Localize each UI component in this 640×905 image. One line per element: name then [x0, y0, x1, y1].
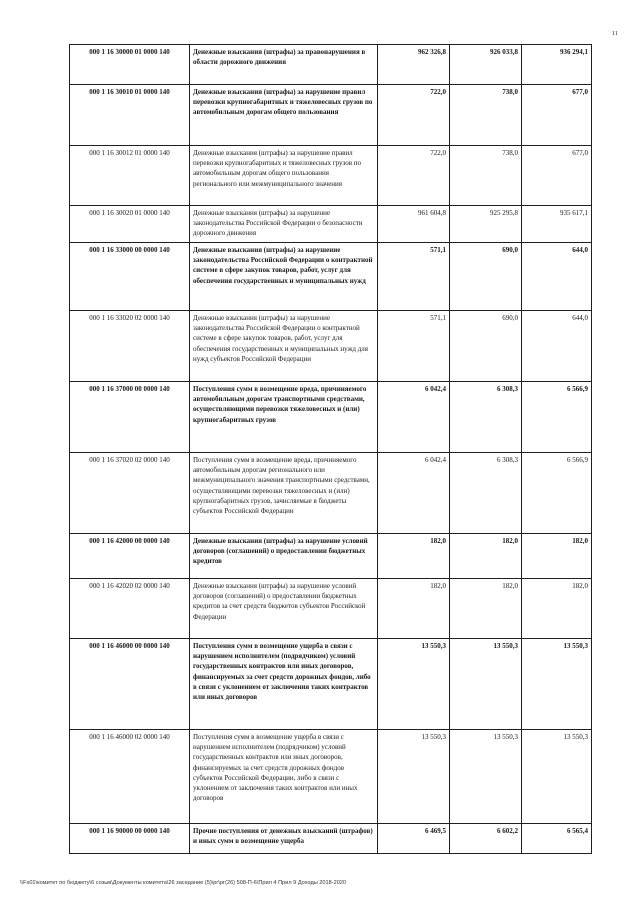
amount-year-2: 925 295,8	[450, 206, 522, 243]
amount-year-1: 6 469,5	[378, 824, 450, 854]
table-row	[70, 206, 592, 243]
budget-code: 000 1 16 37000 00 0000 140	[70, 382, 190, 453]
table-row	[70, 45, 592, 85]
table-row	[70, 730, 592, 824]
amount-year-3: 677,0	[522, 146, 592, 206]
amount-year-2: 13 550,3	[450, 639, 522, 730]
budget-code: 000 1 16 33000 00 0000 140	[70, 243, 190, 311]
amount-year-3: 182,0	[522, 579, 592, 639]
amount-year-2: 690,0	[450, 311, 522, 382]
amount-year-2: 738,0	[450, 146, 522, 206]
amount-year-1: 571,1	[378, 311, 450, 382]
budget-code: 000 1 16 30010 01 0000 140	[70, 85, 190, 146]
budget-code: 000 1 16 30012 01 0000 140	[70, 146, 190, 206]
amount-year-3: 677,0	[522, 85, 592, 146]
amount-year-1: 722,0	[378, 85, 450, 146]
budget-item-name: Денежные взыскания (штрафы) за нарушение законодательства Российской Федерации о безопасности дорожного движения	[190, 206, 378, 243]
page-number: 11	[611, 30, 618, 37]
table-row	[70, 639, 592, 730]
amount-year-1: 6 042,4	[378, 453, 450, 534]
budget-item-name: Денежные взыскания (штрафы) за нарушение условий договоров (соглашений) о предоставлении бюджетных кредитов	[190, 534, 378, 579]
amount-year-2: 13 550,3	[450, 730, 522, 824]
amount-year-2: 6 308,3	[450, 382, 522, 453]
amount-year-3: 6 566,9	[522, 382, 592, 453]
budget-item-name: Поступления сумм в возмещение вреда, причиняемого автомобильным дорогам регионального или межмуниципального значения транспортными средствами, осуществляющими перевозки тяжеловесных и (или) крупногабаритных грузов, зачисляемые в бюджеты субъектов Российской Федерации	[190, 453, 378, 534]
amount-year-2: 182,0	[450, 579, 522, 639]
budget-item-name: Поступления сумм в возмещение ущерба в связи с нарушением исполнителем (подрядчиком) условий государственных контрактов или иных договоров, финансируемых за счет средств дорожных фондов, либо в связи с уклонением от заключения таких контрактов или иных договоров	[190, 639, 378, 730]
budget-code: 000 1 16 90000 00 0000 140	[70, 824, 190, 854]
table-row	[70, 382, 592, 453]
table-row	[70, 85, 592, 146]
amount-year-2: 738,0	[450, 85, 522, 146]
budget-code: 000 1 16 37020 02 0000 140	[70, 453, 190, 534]
amount-year-3: 644,0	[522, 311, 592, 382]
budget-item-name: Денежные взыскания (штрафы) за нарушение правил перевозки крупногабаритных и тяжеловесных грузов по автомобильным дорогам общего пользования	[190, 85, 378, 146]
amount-year-1: 722,0	[378, 146, 450, 206]
amount-year-3: 6 565,4	[522, 824, 592, 854]
budget-item-name: Поступления сумм в возмещение ущерба в связи с нарушением исполнителем (подрядчиком) условий государственных контрактов или иных договоров, финансируемых за счет средств дорожных фондов субъектов Российской Федерации, либо в связи с уклонением от заключения таких контрактов или иных договоров	[190, 730, 378, 824]
table-row	[70, 534, 592, 579]
amount-year-2: 182,0	[450, 534, 522, 579]
table-row	[70, 453, 592, 534]
budget-code: 000 1 16 30020 01 0000 140	[70, 206, 190, 243]
budget-code: 000 1 16 33020 02 0000 140	[70, 311, 190, 382]
table-row	[70, 311, 592, 382]
amount-year-3: 13 550,3	[522, 639, 592, 730]
amount-year-1: 6 042,4	[378, 382, 450, 453]
table-row	[70, 579, 592, 639]
amount-year-1: 13 550,3	[378, 639, 450, 730]
budget-item-name: Поступления сумм в возмещение вреда, причиняемого автомобильным дорогам транспортными средствами, осуществляющими перевозки тяжеловесных и (или) крупногабаритных грузов	[190, 382, 378, 453]
table-row	[70, 824, 592, 854]
budget-code: 000 1 16 42000 00 0000 140	[70, 534, 190, 579]
amount-year-3: 182,0	[522, 534, 592, 579]
amount-year-1: 571,1	[378, 243, 450, 311]
amount-year-3: 936 294,1	[522, 45, 592, 85]
revenue-table	[69, 44, 592, 854]
amount-year-2: 690,0	[450, 243, 522, 311]
budget-item-name: Денежные взыскания (штрафы) за нарушение правил перевозки крупногабаритных и тяжеловесных грузов по автомобильным дорогам общего пользования регионального или межмуниципального значения	[190, 146, 378, 206]
budget-item-name: Денежные взыскания (штрафы) за нарушение условий договоров (соглашений) о предоставлении бюджетных кредитов за счет средств бюджетов субъектов Российской Федерации	[190, 579, 378, 639]
footer-file-path: \\Fs01\комитет по бюджету\6 созыв\Документы комитета\26 заседание (5)\рг\рг(26) 508-П-6\Прил 4 Прил 9 Доходы 2018-2020	[20, 880, 347, 886]
budget-code: 000 1 16 42020 02 0000 140	[70, 579, 190, 639]
amount-year-1: 13 550,3	[378, 730, 450, 824]
amount-year-2: 926 033,8	[450, 45, 522, 85]
amount-year-3: 13 550,3	[522, 730, 592, 824]
budget-item-name: Денежные взыскания (штрафы) за нарушение законодательства Российской Федерации о контрактной системе в сфере закупок товаров, работ, услуг для обеспечения государственных и муниципальных нужд	[190, 243, 378, 311]
table-row	[70, 243, 592, 311]
amount-year-3: 935 617,1	[522, 206, 592, 243]
amount-year-3: 6 566,9	[522, 453, 592, 534]
amount-year-1: 182,0	[378, 534, 450, 579]
budget-item-name: Прочие поступления от денежных взысканий (штрафов) и иных сумм в возмещение ущерба	[190, 824, 378, 854]
budget-code: 000 1 16 46000 02 0000 140	[70, 730, 190, 824]
amount-year-1: 182,0	[378, 579, 450, 639]
amount-year-1: 961 604,8	[378, 206, 450, 243]
budget-item-name: Денежные взыскания (штрафы) за правонарушения в области дорожного движения	[190, 45, 378, 85]
budget-item-name: Денежные взыскания (штрафы) за нарушение законодательства Российской Федерации о контрактной системе в сфере закупок товаров, работ, услуг для обеспечения государственных и муниципальных нужд для нужд субъектов Российской Федерации	[190, 311, 378, 382]
amount-year-1: 962 326,8	[378, 45, 450, 85]
budget-code: 000 1 16 30000 01 0000 140	[70, 45, 190, 85]
amount-year-3: 644,0	[522, 243, 592, 311]
table-row	[70, 146, 592, 206]
budget-code: 000 1 16 46000 00 0000 140	[70, 639, 190, 730]
amount-year-2: 6 308,3	[450, 453, 522, 534]
amount-year-2: 6 602,2	[450, 824, 522, 854]
